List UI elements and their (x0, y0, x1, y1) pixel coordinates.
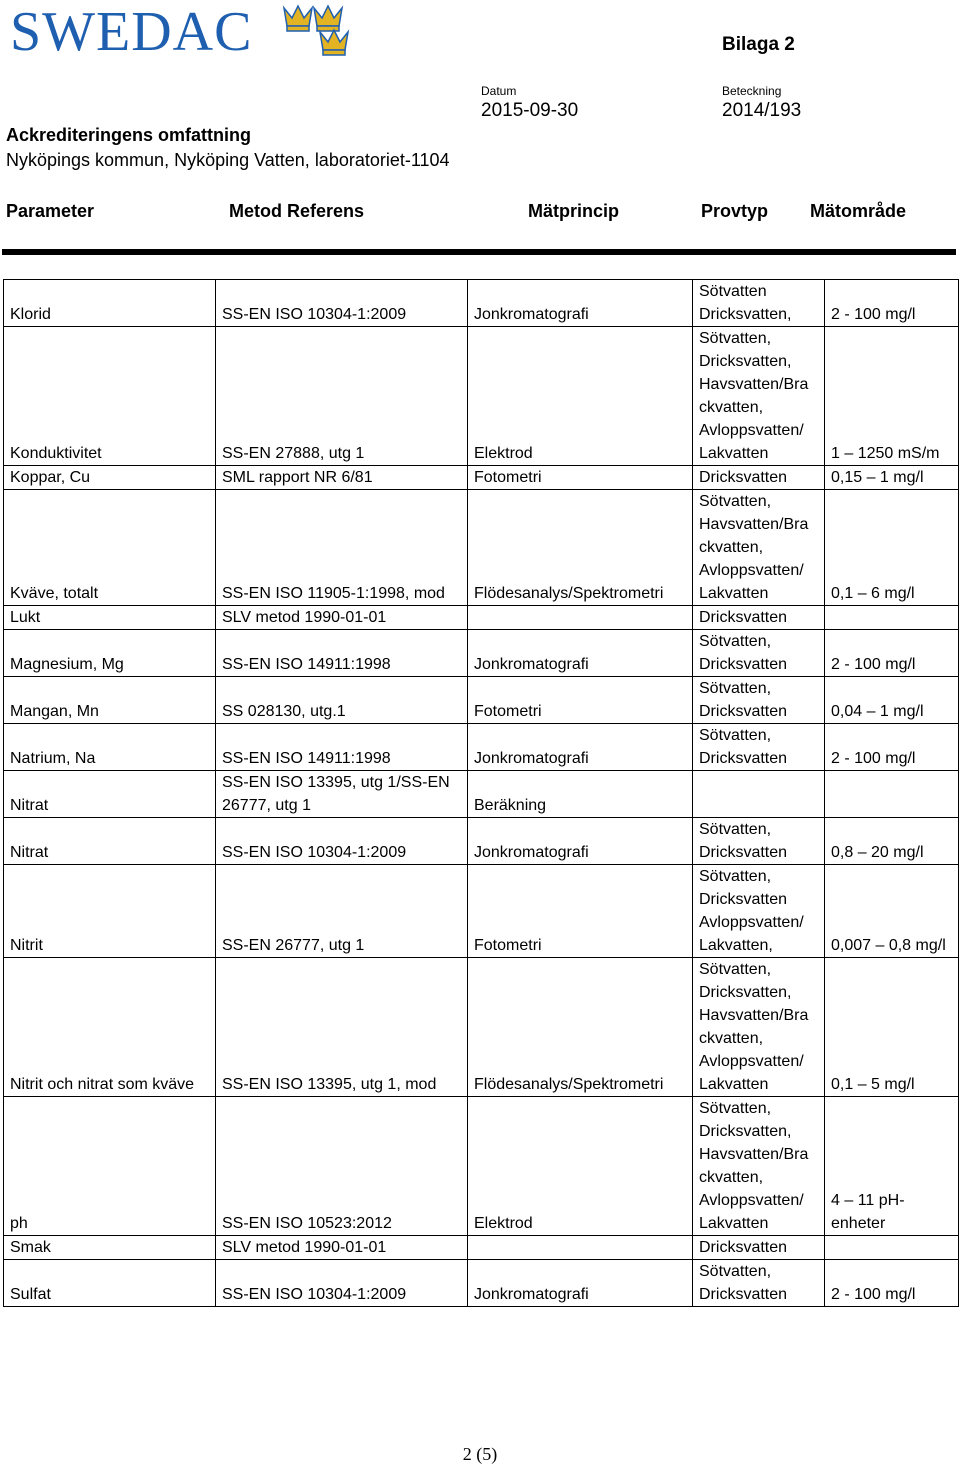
page-number: 2 (5) (462, 1444, 498, 1464)
table-row (4, 466, 959, 490)
cell-sample-type: Sötvatten, Dricksvatten Avloppsvatten/ Lakvatten, (693, 865, 825, 958)
cell-principle: Jonkromatografi (468, 1260, 693, 1307)
page-title: Ackrediteringens omfattning (6, 125, 252, 145)
cell-principle: Jonkromatografi (468, 818, 693, 865)
cell-range (825, 1236, 959, 1260)
cell-sample-type (693, 771, 825, 818)
table-row (4, 1097, 959, 1236)
cell-parameter: Smak (4, 1236, 216, 1260)
cell-range: 0,007 – 0,8 mg/l (825, 865, 959, 958)
cell-principle: Flödesanalys/Spektrometri (468, 958, 693, 1097)
cell-parameter: Klorid (4, 280, 216, 327)
scope-table-body (4, 280, 959, 1307)
cell-method: SS 028130, utg.1 (216, 677, 468, 724)
cell-principle: Jonkromatografi (468, 630, 693, 677)
cell-range: 0,15 – 1 mg/l (825, 466, 959, 490)
cell-parameter: Nitrat (4, 771, 216, 818)
cell-range: 0,1 – 5 mg/l (825, 958, 959, 1097)
scope-table (3, 279, 959, 1307)
laboratory-name: Nyköpings kommun, Nyköping Vatten, laboratoriet-1104 (6, 150, 450, 170)
cell-principle: Jonkromatografi (468, 280, 693, 327)
cell-parameter: Natrium, Na (4, 724, 216, 771)
header-divider (2, 249, 956, 255)
cell-range: 0,1 – 6 mg/l (825, 490, 959, 606)
cell-method: SLV metod 1990-01-01 (216, 606, 468, 630)
reference-value: 2014/193 (722, 100, 802, 121)
swedac-logo (10, 1, 370, 63)
cell-method: SS-EN ISO 14911:1998 (216, 630, 468, 677)
cell-parameter: Kväve, totalt (4, 490, 216, 606)
table-row (4, 677, 959, 724)
cell-range (825, 771, 959, 818)
cell-sample-type: Sötvatten, Dricksvatten (693, 724, 825, 771)
cell-range (825, 606, 959, 630)
cell-range: 2 - 100 mg/l (825, 630, 959, 677)
cell-range: 0,8 – 20 mg/l (825, 818, 959, 865)
cell-sample-type: Sötvatten Dricksvatten, (693, 280, 825, 327)
column-header-sample-type: Provtyp (701, 201, 769, 221)
cell-range: 2 - 100 mg/l (825, 724, 959, 771)
cell-principle (468, 1236, 693, 1260)
table-row (4, 1260, 959, 1307)
column-header-method: Metod Referens (229, 201, 365, 221)
logo-text: SWEDAC (10, 1, 253, 63)
cell-parameter: Konduktivitet (4, 327, 216, 466)
cell-method: SS-EN ISO 10523:2012 (216, 1097, 468, 1236)
cell-method: SS-EN 27888, utg 1 (216, 327, 468, 466)
cell-method: SLV metod 1990-01-01 (216, 1236, 468, 1260)
table-row (4, 771, 959, 818)
date-label: Datum (481, 84, 517, 98)
cell-principle: Elektrod (468, 327, 693, 466)
table-row (4, 490, 959, 606)
reference-label: Beteckning (722, 84, 782, 98)
table-row (4, 630, 959, 677)
cell-principle: Fotometri (468, 466, 693, 490)
table-row (4, 865, 959, 958)
table-row (4, 724, 959, 771)
appendix-label: Bilaga 2 (722, 34, 795, 55)
cell-sample-type: Sötvatten, Dricksvatten, Havsvatten/Bra ckvatten, Avloppsvatten/ Lakvatten (693, 1097, 825, 1236)
cell-principle: Flödesanalys/Spektrometri (468, 490, 693, 606)
cell-range: 1 – 1250 mS/m (825, 327, 959, 466)
cell-parameter: ph (4, 1097, 216, 1236)
cell-principle: Elektrod (468, 1097, 693, 1236)
cell-sample-type: Sötvatten, Dricksvatten (693, 1260, 825, 1307)
cell-method: SS-EN 26777, utg 1 (216, 865, 468, 958)
cell-method: SS-EN ISO 14911:1998 (216, 724, 468, 771)
cell-method: SS-EN ISO 10304-1:2009 (216, 280, 468, 327)
cell-method: SS-EN ISO 10304-1:2009 (216, 1260, 468, 1307)
table-row (4, 1236, 959, 1260)
cell-principle: Beräkning (468, 771, 693, 818)
three-crowns-icon (280, 4, 376, 56)
cell-method: SS-EN ISO 13395, utg 1/SS-EN 26777, utg 1 (216, 771, 468, 818)
cell-sample-type: Sötvatten, Dricksvatten, Havsvatten/Bra ckvatten, Avloppsvatten/ Lakvatten (693, 327, 825, 466)
cell-method: SML rapport NR 6/81 (216, 466, 468, 490)
table-row (4, 280, 959, 327)
cell-sample-type: Dricksvatten (693, 606, 825, 630)
cell-principle: Fotometri (468, 865, 693, 958)
cell-parameter: Koppar, Cu (4, 466, 216, 490)
date-value: 2015-09-30 (481, 100, 579, 121)
cell-method: SS-EN ISO 13395, utg 1, mod (216, 958, 468, 1097)
cell-sample-type: Dricksvatten (693, 1236, 825, 1260)
cell-principle (468, 606, 693, 630)
cell-parameter: Sulfat (4, 1260, 216, 1307)
cell-sample-type: Sötvatten, Dricksvatten, Havsvatten/Bra ckvatten, Avloppsvatten/ Lakvatten (693, 958, 825, 1097)
table-row (4, 958, 959, 1097)
cell-parameter: Magnesium, Mg (4, 630, 216, 677)
cell-parameter: Nitrit och nitrat som kväve (4, 958, 216, 1097)
cell-sample-type: Dricksvatten (693, 466, 825, 490)
cell-sample-type: Sötvatten, Havsvatten/Bra ckvatten, Avloppsvatten/ Lakvatten (693, 490, 825, 606)
column-header-parameter: Parameter (6, 201, 95, 221)
cell-parameter: Nitrit (4, 865, 216, 958)
cell-parameter: Mangan, Mn (4, 677, 216, 724)
column-header-principle: Mätprincip (528, 201, 620, 221)
cell-sample-type: Sötvatten, Dricksvatten (693, 677, 825, 724)
cell-sample-type: Sötvatten, Dricksvatten (693, 818, 825, 865)
scope-table-container (3, 279, 958, 1307)
cell-range: 2 - 100 mg/l (825, 1260, 959, 1307)
cell-parameter: Lukt (4, 606, 216, 630)
cell-range: 2 - 100 mg/l (825, 280, 959, 327)
cell-method: SS-EN ISO 10304-1:2009 (216, 818, 468, 865)
table-row (4, 818, 959, 865)
cell-parameter: Nitrat (4, 818, 216, 865)
cell-principle: Fotometri (468, 677, 693, 724)
table-row (4, 606, 959, 630)
cell-range: 4 – 11 pH- enheter (825, 1097, 959, 1236)
cell-range: 0,04 – 1 mg/l (825, 677, 959, 724)
table-row (4, 327, 959, 466)
column-header-range: Mätområde (810, 201, 907, 221)
cell-method: SS-EN ISO 11905-1:1998, mod (216, 490, 468, 606)
cell-principle: Jonkromatografi (468, 724, 693, 771)
cell-sample-type: Sötvatten, Dricksvatten (693, 630, 825, 677)
